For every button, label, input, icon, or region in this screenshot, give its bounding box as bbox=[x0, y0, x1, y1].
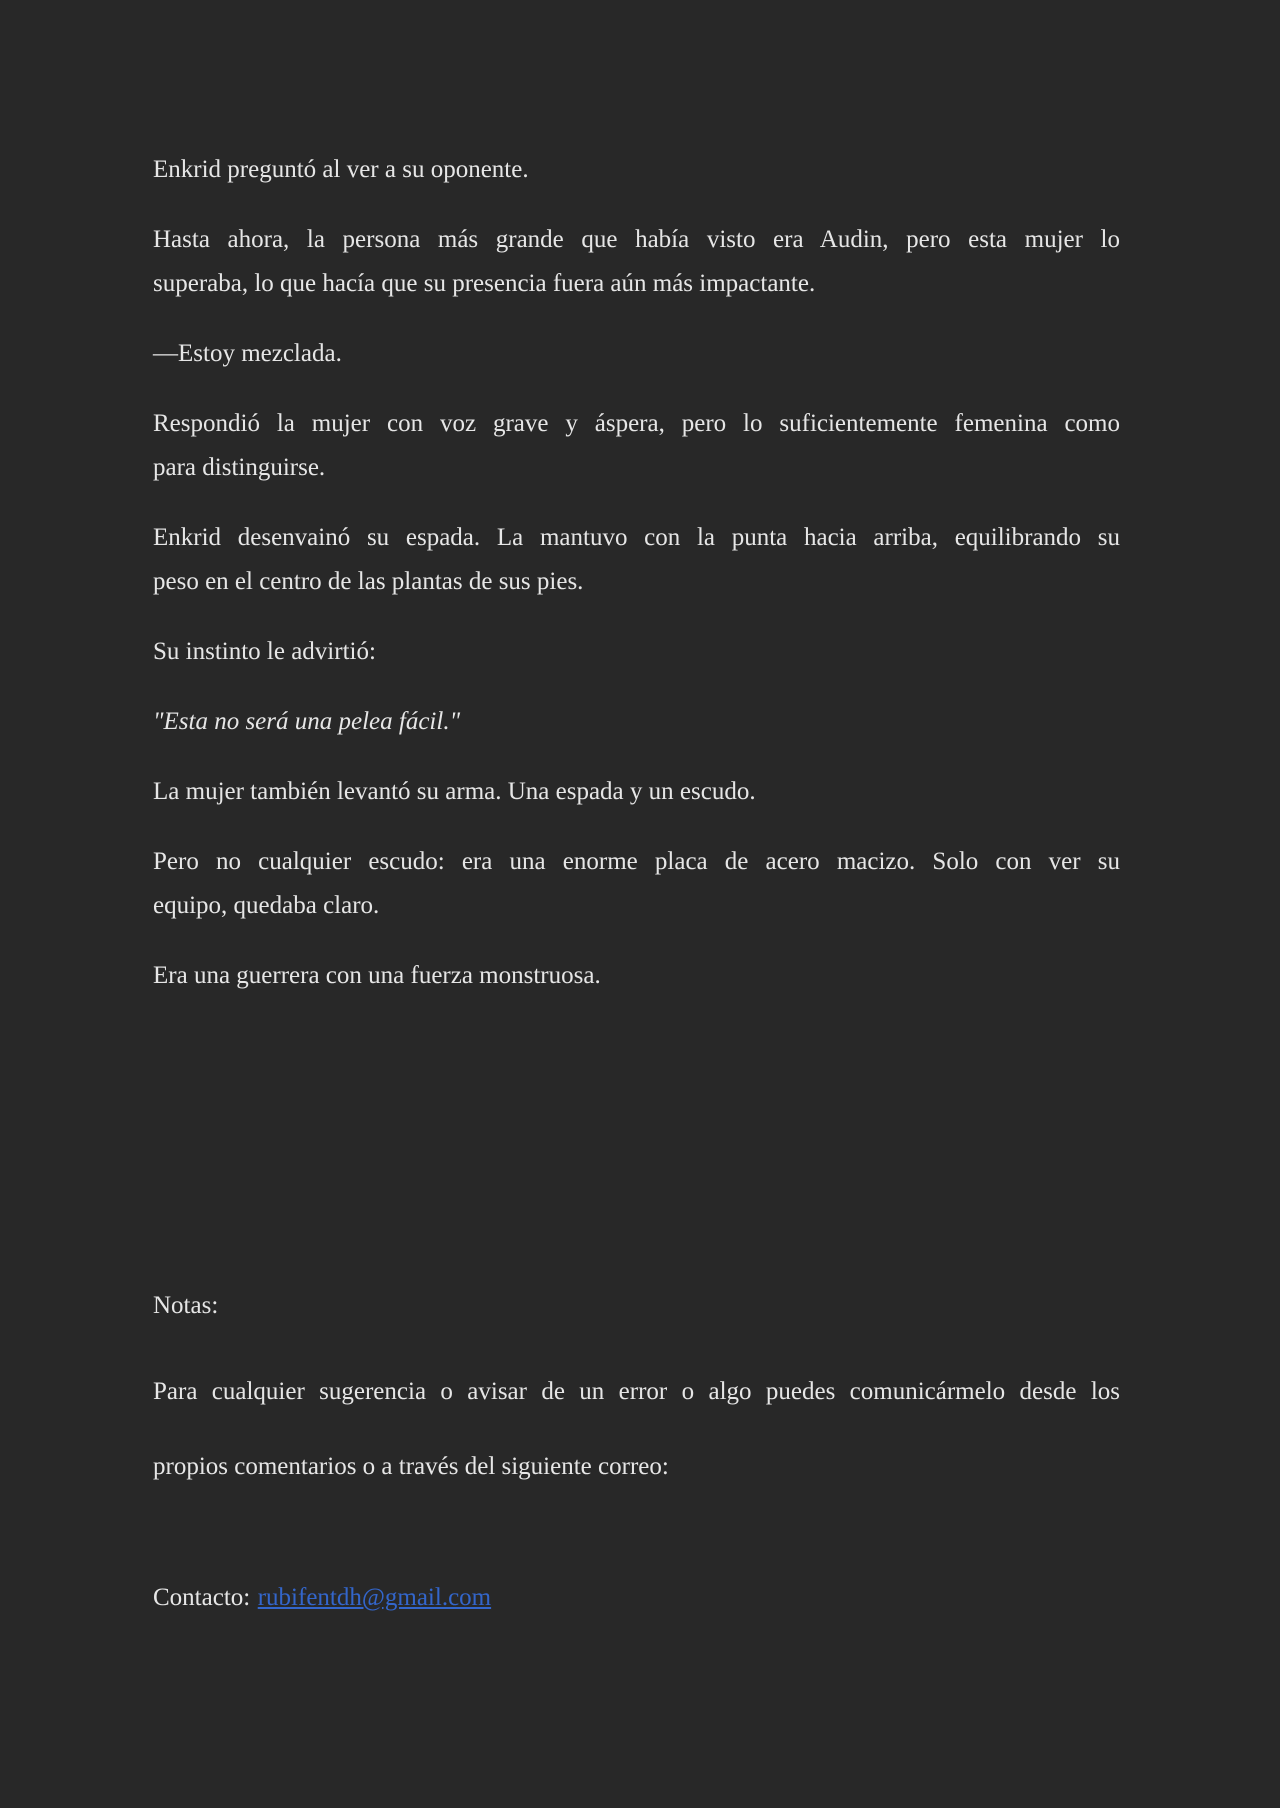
story-paragraph bbox=[153, 402, 1120, 490]
notes-heading-text: Notas: bbox=[153, 1292, 219, 1319]
story-line: Hasta ahora, la persona más grande que había visto era Audin, pero esta mujer lo bbox=[153, 226, 1120, 253]
story-paragraph-quote bbox=[153, 700, 1120, 744]
story-line: Su instinto le advirtió: bbox=[153, 638, 376, 665]
story-paragraph bbox=[153, 516, 1120, 604]
story-line: Pero no cualquier escudo: era una enorme placa de acero macizo. Solo con ver su bbox=[153, 848, 1120, 875]
story-line: Enkrid preguntó al ver a su oponente. bbox=[153, 156, 529, 183]
story-line: Era una guerrera con una fuerza monstruosa. bbox=[153, 962, 601, 989]
notes-line: Para cualquier sugerencia o avisar de un error o algo puedes comunicármelo desde los bbox=[153, 1378, 1120, 1405]
contact-line bbox=[153, 1576, 1120, 1620]
story-line: equipo, quedaba claro. bbox=[153, 892, 380, 919]
notes-paragraph bbox=[153, 1354, 1120, 1504]
story-line: Enkrid desenvainó su espada. La mantuvo con la punta hacia arriba, equilibrando su bbox=[153, 524, 1120, 551]
text-column bbox=[153, 0, 1120, 1646]
story-line: peso en el centro de las plantas de sus pies. bbox=[153, 568, 584, 595]
contact-label: Contacto: bbox=[153, 1584, 251, 1611]
story-line: La mujer también levantó su arma. Una espada y un escudo. bbox=[153, 778, 756, 805]
story-paragraph bbox=[153, 770, 1120, 814]
story-line: Respondió la mujer con voz grave y áspera, pero lo suficientemente femenina como bbox=[153, 410, 1120, 437]
story-line: para distinguirse. bbox=[153, 454, 326, 481]
story-line: superaba, lo que hacía que su presencia fuera aún más impactante. bbox=[153, 270, 816, 297]
story-paragraph bbox=[153, 148, 1120, 192]
story-line: "Esta no será una pelea fácil." bbox=[153, 708, 461, 735]
story-paragraph bbox=[153, 630, 1120, 674]
story-paragraph bbox=[153, 332, 1120, 376]
notes-line: propios comentarios o a través del siguiente correo: bbox=[153, 1453, 669, 1480]
story-paragraph bbox=[153, 840, 1120, 928]
story-paragraph bbox=[153, 954, 1120, 998]
notes-heading bbox=[153, 1284, 1120, 1328]
story-paragraph bbox=[153, 218, 1120, 306]
contact-email-link[interactable]: rubifentdh@gmail.com bbox=[257, 1584, 492, 1611]
story-line: —Estoy mezclada. bbox=[153, 340, 342, 367]
